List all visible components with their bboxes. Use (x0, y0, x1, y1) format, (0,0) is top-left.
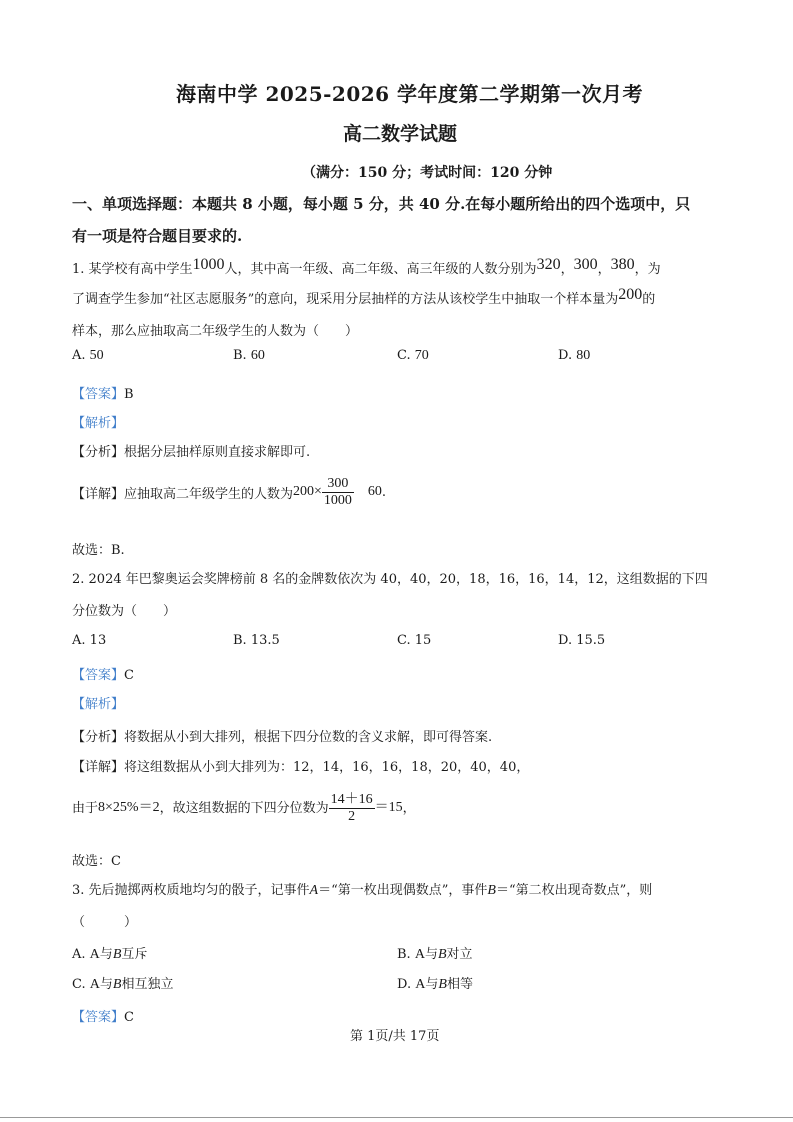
q1-frac-num: 300 (327, 475, 349, 491)
q2-math-b: ＝15 (374, 800, 403, 815)
q1-fenxi: 【分析】根据分层抽样原则直接求解即可. (72, 445, 311, 460)
q2-answer-value: C (124, 668, 134, 683)
q3-option-a: A. A与B互斥 (72, 947, 148, 962)
q2-line1: 2. 2024 年巴黎奥运会奖牌榜前 8 名的金牌数依次为 40，40，20，18，16，16，14，12，这组数据的下四 (72, 572, 708, 587)
q1-comma1: ， (560, 262, 574, 277)
q1-answer (72, 383, 134, 402)
exam-note: （满分：150 分；考试时间：120 分钟 (302, 165, 553, 181)
q1-conclusion: 故选：B. (72, 543, 125, 558)
q2-fraction (329, 788, 375, 825)
page-bottom-rule (0, 1117, 793, 1118)
q2-frac-num: 14＋16 (330, 791, 373, 807)
q2-frac-den: 2 (348, 808, 356, 824)
q2-xiangjie: 【详解】将这组数据从小到大排列为：12，14，16，16，18，20，40，40， (72, 760, 530, 775)
q2-option-b: B. 13.5 (233, 633, 280, 648)
q3-option-d: D. A与B相等 (397, 977, 473, 992)
q1-option-d: D. 80 (558, 348, 591, 363)
q1-frac-den: 1000 (323, 492, 352, 508)
q3-text-b: ＝“第一枚出现偶数点”，事件 (318, 883, 488, 898)
q1-text-b: 人，其中高一年级、高二年级、高三年级的人数分别为 (224, 262, 537, 277)
q1-line3: 样本，那么应抽取高二年级学生的人数为（ ） (72, 324, 359, 339)
q3-option-b: B. A与B对立 (397, 947, 473, 962)
q2-option-d: D. 15.5 (558, 633, 606, 648)
q1-n380: 380 (610, 256, 635, 273)
section-heading-line2: 有一项是符合题目要求的. (72, 227, 243, 245)
q3-answer (72, 1006, 134, 1025)
q1-text-a: 1. 某学校有高中学生 (72, 262, 193, 277)
q1-line2-end: 的 (642, 292, 656, 307)
answer-label: 【答案】 (72, 668, 125, 683)
section-heading-line1: 一、单项选择题：本题共 8 小题，每小题 5 分，共 40 分.在每小题所给出的四个选项中，只 (72, 195, 691, 213)
page-number: 第 1页/共 17页 (350, 1029, 440, 1044)
q2-answer (72, 664, 134, 683)
q1-answer-value: B (124, 387, 134, 402)
q1-n200: 200 (618, 286, 643, 303)
q3-event-b: B (487, 883, 496, 898)
q3-line2: （ ） (72, 915, 138, 930)
q1-n320: 320 (536, 256, 561, 273)
q3-option-c: C. A与B相互独立 (72, 977, 174, 992)
exam-subtitle: 高二数学试题 (343, 123, 458, 145)
q1-option-a: A. 50 (72, 348, 104, 363)
q2-option-a: A. 13 (72, 633, 107, 648)
q1-n300: 300 (573, 256, 598, 273)
q2-math-a: 8×25%＝2 (98, 800, 160, 815)
q1-line2-text: 了调查学生参加“社区志愿服务”的意向，现采用分层抽样的方法从该校学生中抽取一个样本量为 (72, 292, 619, 307)
q3-text-a: 3. 先后抛掷两枚质地均匀的骰子，记事件 (72, 883, 310, 898)
q1-text-c: ，为 (634, 262, 661, 277)
q1-analysis-label: 【解析】 (72, 416, 125, 431)
answer-label: 【答案】 (72, 387, 125, 402)
q1-period: . (381, 484, 387, 500)
q1-calc-right: 60 (367, 484, 382, 499)
q2-text-b: ，故这组数据的下四分位数为 (159, 800, 329, 816)
q1-comma2: ， (597, 262, 611, 277)
q2-calc-line (72, 784, 416, 828)
q3-event-a: A (309, 883, 319, 898)
exam-title: 海南中学 2025-2026 学年度第二学期第一次月考 (176, 82, 644, 106)
q2-analysis-label: 【解析】 (72, 697, 125, 712)
q2-fenxi: 【分析】将数据从小到大排列，根据下四分位数的含义求解，即可得答案. (72, 730, 493, 745)
q2-option-c: C. 15 (397, 633, 432, 648)
q1-line2 (72, 288, 655, 308)
q1-option-b: B. 60 (233, 348, 265, 363)
q2-text-c: ， (402, 800, 416, 816)
q1-xiangjie-text: 【详解】应抽取高二年级学生的人数为 (72, 486, 294, 502)
q1-calc-left: 200× (293, 484, 322, 499)
q3-answer-value: C (124, 1010, 134, 1025)
q1-option-c: C. 70 (397, 348, 429, 363)
q1-line1 (72, 258, 661, 278)
q3-text-c: ＝“第二枚出现奇数点”，则 (495, 883, 653, 898)
q1-total: 1000 (192, 256, 225, 273)
q2-conclusion: 故选：C (72, 854, 121, 869)
q1-xiangjie (72, 470, 386, 514)
q3-line1 (72, 879, 652, 899)
q2-line2: 分位数为（ ） (72, 604, 177, 619)
q1-fraction (322, 476, 354, 509)
answer-label: 【答案】 (72, 1010, 125, 1025)
q2-text-a: 由于 (72, 800, 99, 816)
